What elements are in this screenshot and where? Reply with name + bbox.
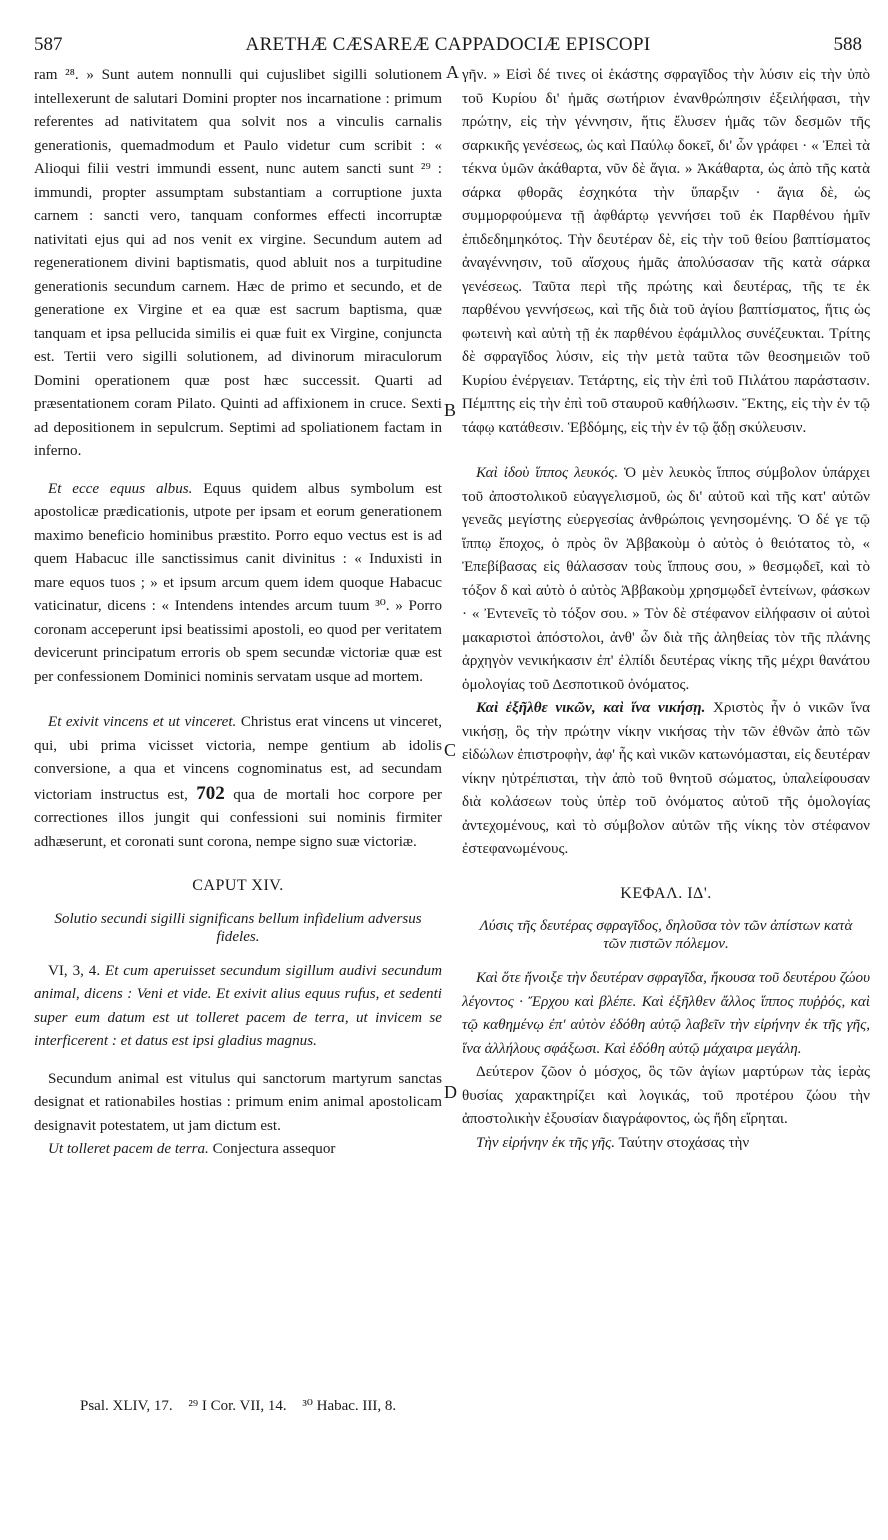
latin-verse-text: Et cum aperuisset secundum sigillum audivi secundum animal, dicens : Veni et vide. Et exivit alius equus rufus, et sedenti super eum datum est ut tolleret pacem de terra, ut invicem se interficerent : et datus est ipsi gladius magnus.: [34, 962, 442, 1049]
greek-lemma: Τὴν εἰρήνην ἐκ τῆς γῆς.: [476, 1134, 615, 1151]
latin-chapter-subtitle: Solutio secundi sigilli significans bellum infidelium adversus fideles.: [54, 910, 422, 945]
margin-marker-c: C: [444, 740, 457, 760]
footnote: Psal. XLIV, 17.: [80, 1398, 173, 1414]
footnote: ³⁰ Habac. III, 8.: [302, 1398, 397, 1414]
latin-text: Christus erat vincens ut vinceret, qui, ubi prima vicisset victoria, nempe gentium ab idolis conversione, a qua et vincens cognominatus est, ad secundam victoriam instructus est,: [34, 714, 443, 803]
greek-chapter-subtitle: Λύσις τῆς δευτέρας σφραγῖδος, δηλοῦσα τὸν τῶν ἀπίστων κατὰ τῶν πιστῶν πόλεμον.: [479, 918, 853, 952]
greek-text: Ταύτην στοχάσας τὴν: [618, 1134, 750, 1151]
greek-paragraph: [462, 462, 870, 697]
latin-lemma: Et ecce equus albus.: [48, 480, 193, 497]
latin-paragraph: [34, 478, 442, 690]
latin-text: Conjectura assequor: [212, 1141, 336, 1157]
latin-lemma: Et exivit vincens et ut vinceret.: [48, 714, 237, 730]
right-page-number: 588: [833, 34, 862, 55]
greek-paragraph: [462, 697, 870, 862]
latin-paragraph: ram ²⁸. » Sunt autem nonnulli qui cujuslibet sigilli solutionem intellexerunt de salutari Domini propter nos incarnatione : primum referentes ad nativitatem qua solvit nos a vinculis carnalis generationis, quemadmodum et Paulo videtur cum scribit : « Alioqui filii vestri immundi essent, nunc autem sancti sunt ²⁹ : immundi, propter assumptam substantiam a corruptione juxta carnem : sancti vero, tanquam conformes effecti incorruptæ nativitati ejus qui ad nos venit ex virgine. Secundum autem ad regenerationem divini baptismatis, quod abluit nos a turpitudine generationis secundum carnem. Hæc de primo et secundo, et de generatione ex Virgine et ea quæ est sacrum baptisma, quæ tanquam et ipsa pellucida similis ei quæ fuit ex Virgine, conjuncta est. Tertii vero sigilli solutionem, ad divinorum miraculorum Domini operationem quæ post hæc successit. Quarti ad præsentationem coram Pilato. Quinti ad affixionem in cruce. Sexti ad depositionem in sepulcrum. Septimi ad spoliationem factam in inferno.: [34, 67, 442, 459]
greek-lemma: Καὶ ἐξῆλθε νικῶν, καὶ ἵνα νικήσῃ.: [476, 700, 706, 716]
latin-lemma: Ut tolleret pacem de terra.: [48, 1141, 209, 1157]
margin-marker-b: B: [444, 400, 457, 420]
latin-paragraph: Secundum animal est vitulus qui sanctorum martyrum sanctas designat et rationabiles hostias : primum enim animal apostolicam designavit potestatem, ut jam dictum est.: [34, 1070, 442, 1134]
greek-paragraph: Δεύτερον ζῶον ὁ μόσχος, ὃς τῶν ἁγίων μαρτύρων τὰς ἱερὰς θυσίας χαρακτηρίζει καὶ λογικάς, τοῦ προτέρου ζώου τὴν ἀποστολικὴν ἐξουσίαν διαγράφοντος, ὡς ἤδη εἴρηται.: [462, 1064, 870, 1127]
greek-verse: Καὶ ὅτε ἤνοιξε τὴν δευτέραν σφραγῖδα, ἤκουσα τοῦ δευτέρου ζώου λέγοντος · Ἔρχου καὶ βλέπε. Καὶ ἐξῆλθεν ἄλλος ἵππος πυῤῥός, καὶ τῷ καθημένῳ ἐπ' αὐτὸν ἐδόθη αὐτῷ λαβεῖν τὴν εἰρήνην ἐκ τῆς γῆς, ἵνα ἀλλήλους σφάξωσι. Καὶ ἐδόθη αὐτῷ μάχαιρα μεγάλη.: [462, 970, 870, 1057]
footnotes: [80, 1396, 408, 1415]
greek-paragraph: γῆν. » Εἰσὶ δέ τινες οἱ ἑκάστης σφραγῖδος τὴν λύσιν εἰς τὴν ὑπὸ τοῦ Κυρίου δι' ἡμᾶς σωτήριον ἐνανθρώπησιν ἐξειλήφασι, τὴν πρώτην, εἰς τὴν γέννησιν, ἥτις ἔλυσεν ἡμᾶς τῶν δεσμῶν τῆς σαρκικῆς γενέσεως, ὡς καὶ Παύλῳ δοκεῖ, δι' ὧν γράφει · « Ἐπεὶ τὰ τέκνα ὑμῶν ἀκάθαρτα, νῦν δὲ ἅγια. » Ἀκάθαρτα, ὡς ἀπὸ τῆς κατὰ σάρκα φθορᾶς ἐσχηκότα τὴν ὕπαρξιν · ἅγια δὲ, ὡς συμμορφούμενα τῇ ἀφθάρτῳ γεννήσει τοῦ ἐκ Παρθένου ἡμῖν ἐπιδεδημηκότος. Τὴν δευτέραν δὲ, εἰς τὴν τοῦ θείου βαπτίσματος ἀναγέννησιν, τοῦ αἴσχους ἡμᾶς ἀπολύσασαν τῆς κατὰ σάρκα γενέσεως. Ταῦτα περὶ τῆς πρώτης καὶ δευτέρας, τῆς τε ἐκ παρθένου γεννήσεως, καὶ τῆς διὰ τοῦ ἁγίου βαπτίσματος, ἥτις ὡς φωτεινὴ καὶ αὐτὴ τῇ ἐκ παρθένου ἐφάμιλλος συνέζευκται. Τρίτης δὲ σφραγῖδος λύσιν, εἰς τὴν μετὰ ταῦτα τῶν θεοσημειῶν τοῦ Κυρίου ἐνέργειαν. Τετάρτης, εἰς τὴν ἐπὶ τοῦ Πιλάτου παράστασιν. Πέμπτης εἰς τὴν ἐπὶ τοῦ σταυροῦ καθήλωσιν. Ἕκτης, εἰς τὴν ἐν τῷ τάφῳ κατάθεσιν. Ἑβδόμης, εἰς τὴν ἐν τῷ ᾅδῃ σκύλευσιν.: [462, 67, 870, 436]
greek-paragraph: [462, 1132, 870, 1156]
latin-verse: [34, 960, 442, 1054]
left-page-number: 587: [34, 34, 63, 55]
margin-marker-a: A: [446, 62, 459, 82]
column-number: 702: [196, 782, 225, 804]
greek-lemma: Καὶ ἰδοὺ ἵππος λευκός.: [476, 465, 619, 481]
latin-paragraph: [34, 711, 442, 854]
footnote: ²⁹ I Cor. VII, 14.: [188, 1398, 287, 1414]
latin-paragraph: [34, 1138, 442, 1162]
latin-chapter-heading: CAPUT XIV.: [192, 877, 284, 894]
greek-text: Χριστὸς ἦν ὁ νικῶν ἵνα νικήσῃ, ὃς τὴν πρώτην νίκην νικήσας τὴν τῶν ἐθνῶν ἀπὸ τῶν εἰδώλων ἐπιστροφὴν, ἀφ' ἧς καὶ νικῶν κατωνόμασται, εἰς δευτέραν νίκην ηὐτρέπισται, τὴν ἀπὸ τοῦ θνητοῦ σώματος, ὑπαλείφουσαν διὰ κολάσεων τοὺς ὑπὲρ τοῦ ὀνόματος αὐτοῦ τῆς ὁμολογίας ἀντεχομένους, καὶ τὸ σύμβολον αὐτῶν τῆς νίκης τὸν στέφανον ἐστεφανωμένους.: [462, 700, 871, 857]
latin-text: Equus quidem albus symbolum est apostolicæ prædicationis, utpote per ipsam et eorum generationem maximo beneficio hominibus præstito. Porro equo vectus est is ad quem Habacuc ille sanctissimus canit divinitus : « Induxisti in mare equos tuos ; » et ipsum arcum quem idem quoque Habacuc vaticinatur, dicens : « Intendens intendes arcum tuum ³⁰. » Porro coronam acceperunt ipsi beatissimi apostoli, eo quod per veritatem devicerunt principatum erroris ob spem secundæ victoriæ quæ est per confessionem Dominici nominis servatam usque ad mortem.: [34, 480, 442, 685]
running-title: ARETHÆ CÆSAREÆ CAPPADOCIÆ EPISCOPI: [245, 34, 651, 55]
greek-column: [462, 64, 870, 1155]
greek-text: Ὁ μὲν λευκὸς ἵππος σύμβολον ὑπάρχει τοῦ ἀποστολικοῦ εὐαγγελισμοῦ, ὡς δι' αὐτοῦ καὶ τῆς κατ' αὐτῶν γενεᾶς μεγίστης εὐεργεσίας ἀνθρώποις γενησομένης. Ὁ δέ γε τῷ ἵππῳ ἔποχος, ὁ πρὸς ὃν Ἀββακοὺμ ὁ αὐτὸς ὁ θειότατος τὸ, « Ἐπεβίβασας εἰς θάλασσαν τοὺς ἵππους σου, » θεσμῳδεῖ, καὶ τὸ τόξον δ καὶ αὐτὸ ὁ αὐτὸς Ἀββακοὺμ χρησμῳδεῖ ἐντείνων, φάσκων · « Ἐντενεῖς τὸ τόξον σου. » Τὸν δὲ στέφανον εἰλήφασιν οἱ αὐτοὶ μακαριστοὶ ἀπόστολοι, ἀνθ' ὧν διὰ τῆς ἀληθείας τὸν τῆς πλάνης ἀρχηγὸν νενικήκασιν ἐπ' ἐλπίδι δευτέρας νίκης τῆς μέχρι θανάτου ὁμολογίας τοῦ Δεσποτικοῦ ὀνόματος.: [462, 465, 870, 693]
page-header: [34, 34, 862, 58]
verse-reference: VI, 3, 4.: [48, 962, 101, 979]
latin-column: [34, 64, 442, 1162]
greek-chapter-heading: ΚΕΦΑΛ. ΙΔ'.: [620, 884, 712, 902]
latin-text: qua de mortali hoc corpore per correctiones illos jungit qui confessioni sui nominis firmiter adhæserunt, et coronati sunt corona, nempe signo suæ victoriæ.: [34, 786, 442, 850]
margin-marker-d: D: [444, 1082, 457, 1102]
